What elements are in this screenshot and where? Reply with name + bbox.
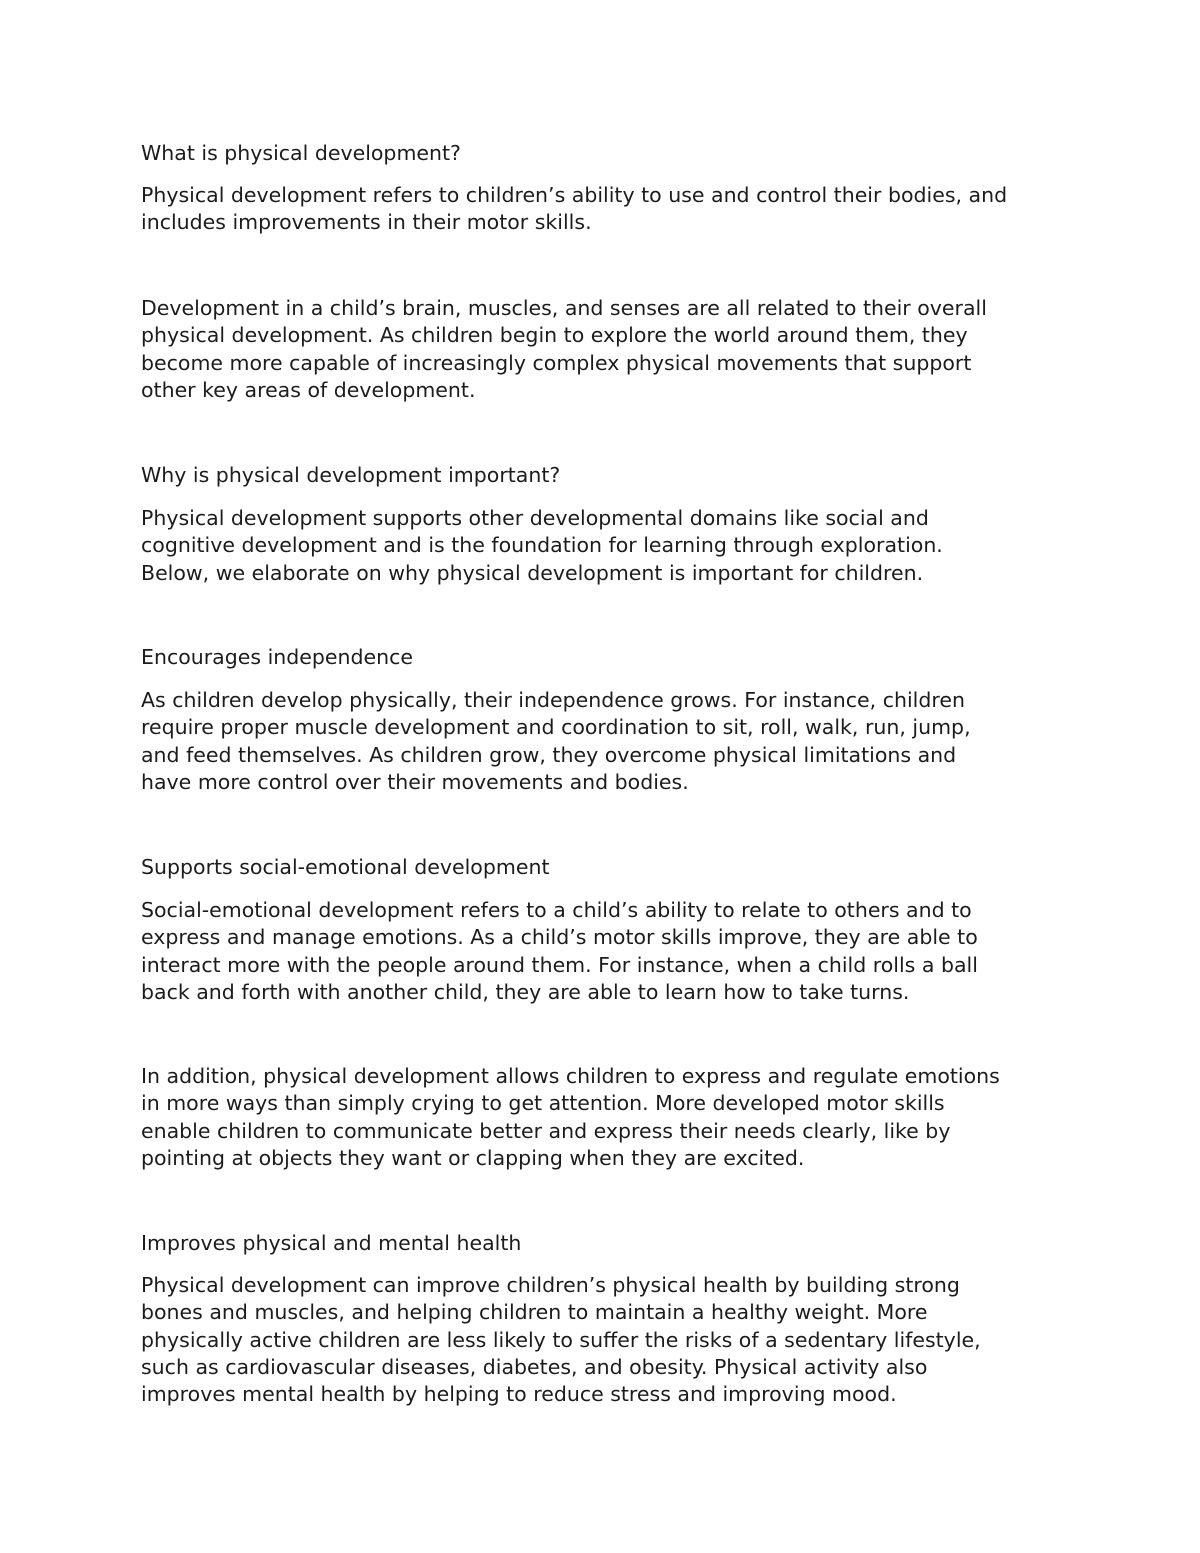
section-heading-what-is: What is physical development? — [141, 141, 461, 165]
paragraph-express-emotions: In addition, physical development allows children to express and regulate emotions in more ways than simply crying to get attention. More developed motor skills enable children to communicate better and express their needs clearly, like by pointing at objects they want or clapping when they are excited. — [141, 1064, 1000, 1170]
section-heading-independence: Encourages independence — [141, 645, 413, 669]
paragraph-independence: As children develop physically, their independence grows. For instance, children require proper muscle development and coordination to sit, roll, walk, run, jump, and feed themselves. As children grow, they overcome physical limitations and have more control over their movements and bodies. — [141, 688, 971, 794]
paragraph-health: Physical development can improve children’s physical health by building strong bones and muscles, and helping children to maintain a healthy weight. More physically active children are less likely to suffer the risks of a sedentary lifestyle, such as cardiovascular diseases, diabetes, and obesity. Physical activity also improves mental health by helping to reduce stress and improving mood. — [141, 1273, 981, 1407]
paragraph-supports-domains: Physical development supports other developmental domains like social and cognitive development and is the foundation for learning through exploration. Below, we elaborate on why physical development is important for children. — [141, 506, 943, 585]
paragraph-social-emotional: Social-emotional development refers to a child’s ability to relate to others and to express and manage emotions. As a child’s motor skills improve, they are able to interact more with the people around them. For instance, when a child rolls a ball back and forth with another child, they are able to learn how to take turns. — [141, 898, 978, 1004]
section-heading-why-important: Why is physical development important? — [141, 463, 561, 487]
paragraph-definition: Physical development refers to children’s ability to use and control their bodies, and includes improvements in their motor skills. — [141, 183, 1008, 235]
section-heading-health: Improves physical and mental health — [141, 1231, 522, 1255]
paragraph-brain-muscles-senses: Development in a child’s brain, muscles, and senses are all related to their overall physical development. As children begin to explore the world around them, they become more capable of increasingly complex physical movements that support other key areas of development. — [141, 296, 987, 402]
section-heading-social-emotional: Supports social-emotional development — [141, 855, 550, 879]
